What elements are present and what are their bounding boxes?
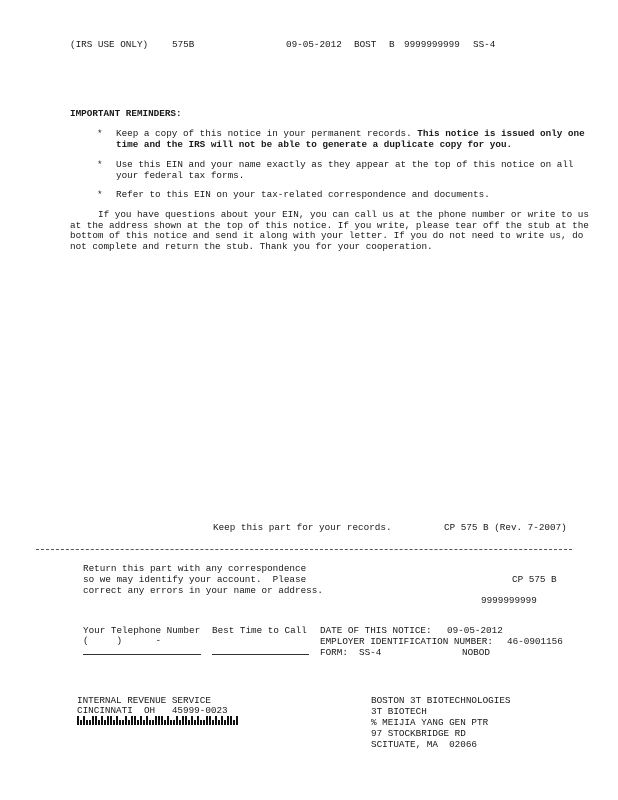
ein-value: 46-0901156 [507, 636, 563, 647]
barcode-bar [119, 720, 121, 725]
barcode-bar [233, 720, 235, 725]
barcode-bar [155, 716, 157, 725]
reminder-text: Use this EIN and your name exactly as they appear at the top of this notice on all your federal tax forms. [116, 159, 574, 181]
barcode-bar [194, 720, 196, 725]
reminder-bold-text: This notice is issued only one time and the IRS will not be able to generate a duplicate copy for you. [116, 128, 585, 150]
barcode-bar [203, 720, 205, 725]
header-office: BOST [354, 39, 377, 50]
ein-label: EMPLOYER IDENTIFICATION NUMBER: [320, 636, 493, 647]
header-letter: B [389, 39, 395, 50]
barcode-bar [143, 720, 145, 725]
barcode-bar [212, 720, 214, 725]
barcode-bar [125, 716, 127, 725]
barcode-bar [170, 720, 172, 725]
irs-use-label: (IRS USE ONLY) [70, 39, 149, 50]
barcode-bar [140, 716, 142, 725]
taxpayer-address-line: 3T BIOTECH [371, 706, 427, 717]
irs-address-line: CINCINNATI OH 45999-0023 [77, 705, 228, 716]
barcode-bar [116, 716, 118, 725]
irs-address-line: INTERNAL REVENUE SERVICE [77, 695, 211, 706]
header-date: 09-05-2012 [286, 39, 342, 50]
barcode-bar [182, 716, 184, 725]
barcode-bar [131, 716, 133, 725]
barcode-bar [230, 716, 232, 725]
bullet-marker: * [97, 159, 103, 170]
barcode-bar [113, 720, 115, 725]
barcode-bar [236, 716, 238, 725]
barcode-bar [161, 716, 163, 725]
barcode-bar [164, 720, 166, 725]
taxpayer-address-line: 97 STOCKBRIDGE RD [371, 728, 466, 739]
best-time-label: Best Time to Call [212, 625, 307, 636]
barcode-bar [197, 716, 199, 725]
barcode-bar [134, 716, 136, 725]
taxpayer-address-line: BOSTON 3T BIOTECHNOLOGIES [371, 695, 511, 706]
barcode-bar [224, 720, 226, 725]
bullet-marker: * [97, 189, 103, 200]
barcode-bar [83, 716, 85, 725]
barcode-bar [92, 716, 94, 725]
barcode-bar [86, 720, 88, 725]
barcode-bar [179, 720, 181, 725]
notice-date-label: DATE OF THIS NOTICE: [320, 625, 432, 636]
taxpayer-address-line: % MEIJIA YANG GEN PTR [371, 717, 489, 728]
stub-cp-code: CP 575 B [512, 574, 557, 585]
best-time-field[interactable] [212, 654, 309, 655]
barcode-bar [89, 720, 91, 725]
barcode-bar [98, 720, 100, 725]
telephone-template: ( ) - [83, 635, 162, 646]
barcode-bar [158, 716, 160, 725]
stub-number: 9999999999 [481, 595, 537, 606]
barcode-bar [152, 720, 154, 725]
barcode-bar [188, 720, 190, 725]
reminder-text: Refer to this EIN on your tax-related correspondence and documents. [116, 189, 490, 200]
stub-instruction-line: correct any errors in your name or address. [83, 585, 323, 596]
barcode-bar [110, 716, 112, 725]
notice-code: 575B [172, 39, 195, 50]
telephone-field[interactable] [83, 654, 201, 655]
form-label: FORM: [320, 647, 348, 658]
reminder-text: Keep a copy of this notice in your permanent records. [116, 128, 412, 139]
barcode-bar [218, 720, 220, 725]
barcode-bar [206, 716, 208, 725]
telephone-label: Your Telephone Number [83, 625, 201, 636]
nobod-code: NOBOD [462, 647, 490, 658]
stub-instruction-line: Return this part with any correspondence [83, 563, 307, 574]
barcode-bar [128, 720, 130, 725]
barcode-bar [209, 716, 211, 725]
barcode-bar [227, 716, 229, 725]
barcode-bar [200, 720, 202, 725]
bullet-marker: * [97, 128, 103, 139]
header-form: SS-4 [473, 39, 496, 50]
keep-records-text: Keep this part for your records. [213, 522, 392, 533]
stub-instruction-line: so we may identify your account. Please [83, 574, 307, 585]
reminder-item [116, 129, 596, 150]
barcode-bar [221, 716, 223, 725]
taxpayer-address-line: SCITUATE, MA 02066 [371, 739, 478, 750]
barcode-bar [122, 720, 124, 725]
reminders-heading: IMPORTANT REMINDERS: [70, 108, 182, 119]
barcode-bar [146, 716, 148, 725]
barcode-bar [137, 720, 139, 725]
questions-paragraph: If you have questions about your EIN, you can call us at the phone number or write to us at the address shown at the top of this notice. If you write, please tear off the stub at the bottom of this notice and send it along with your letter. If you do not need to write us, do not complete and return the stub. Thank you for your cooperation. [70, 209, 589, 252]
barcode-bar [77, 716, 79, 725]
header-number: 9999999999 [404, 39, 460, 50]
barcode-bar [149, 720, 151, 725]
barcode-bar [191, 716, 193, 725]
tear-off-line [36, 549, 572, 550]
barcode-bar [107, 716, 109, 725]
barcode-bar [215, 716, 217, 725]
barcode-bar [95, 716, 97, 725]
notice-date-value: 09-05-2012 [447, 625, 503, 636]
barcode-bar [185, 716, 187, 725]
barcode-bar [173, 720, 175, 725]
barcode-bar [104, 720, 106, 725]
postal-barcode [77, 716, 239, 725]
form-revision: CP 575 B (Rev. 7-2007) [444, 522, 567, 533]
barcode-bar [176, 716, 178, 725]
reminder-item [116, 160, 596, 181]
barcode-bar [101, 716, 103, 725]
reminder-item [116, 190, 596, 201]
barcode-bar [167, 716, 169, 725]
barcode-bar [80, 720, 82, 725]
form-value: SS-4 [359, 647, 382, 658]
